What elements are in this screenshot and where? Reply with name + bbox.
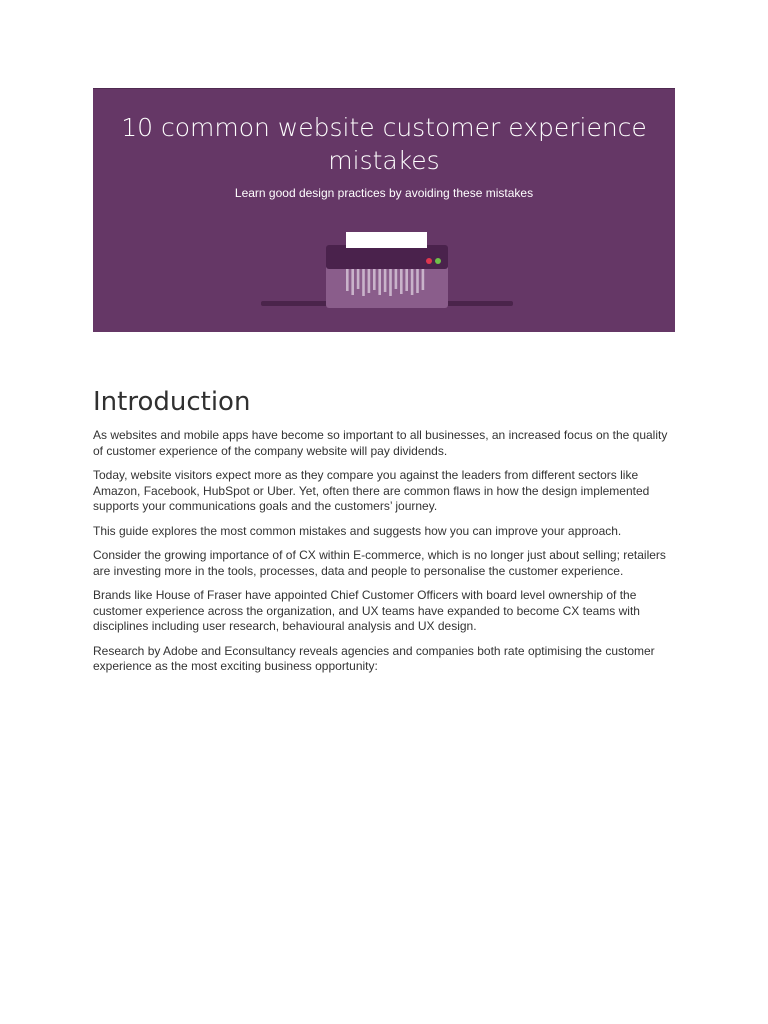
section-heading: Introduction: [93, 387, 251, 417]
paper-shredder-icon: [93, 89, 675, 333]
paragraph: Today, website visitors expect more as they compare you against the leaders from different sectors like Amazon, Facebook, HubSpot or Uber. Yet, often there are common flaws in how the design implemented supports your communications goals and the customers’ journey.: [93, 468, 650, 513]
banner-subtitle: Learn good design practices by avoiding these mistakes: [234, 186, 534, 200]
hero-banner: [93, 88, 675, 332]
paragraph: This guide explores the most common mistakes and suggests how you can improve your approach.: [93, 523, 622, 538]
article-body: [93, 386, 678, 684]
paragraph: Research by Adobe and Econsultancy reveals agencies and companies both rate optimising the customer experience as the most exciting business opportunity:: [93, 643, 655, 673]
paragraph: Brands like House of Fraser have appointed Chief Customer Officers with board level ownership of the customer experience across the organization, and UX teams have expanded to become CX teams with disciplines including user research, behavioural analysis and UX design.: [93, 588, 640, 633]
banner-title: 10 common website customer experience mistakes: [121, 113, 647, 175]
paragraph: Consider the growing importance of of CX within E-commerce, which is no longer just about selling; retailers are investing more in the tools, processes, data and people to personalise the customer experience.: [93, 548, 666, 578]
paragraph: As websites and mobile apps have become so important to all businesses, an increased focus on the quality of customer experience of the company website will pay dividends.: [93, 428, 668, 458]
